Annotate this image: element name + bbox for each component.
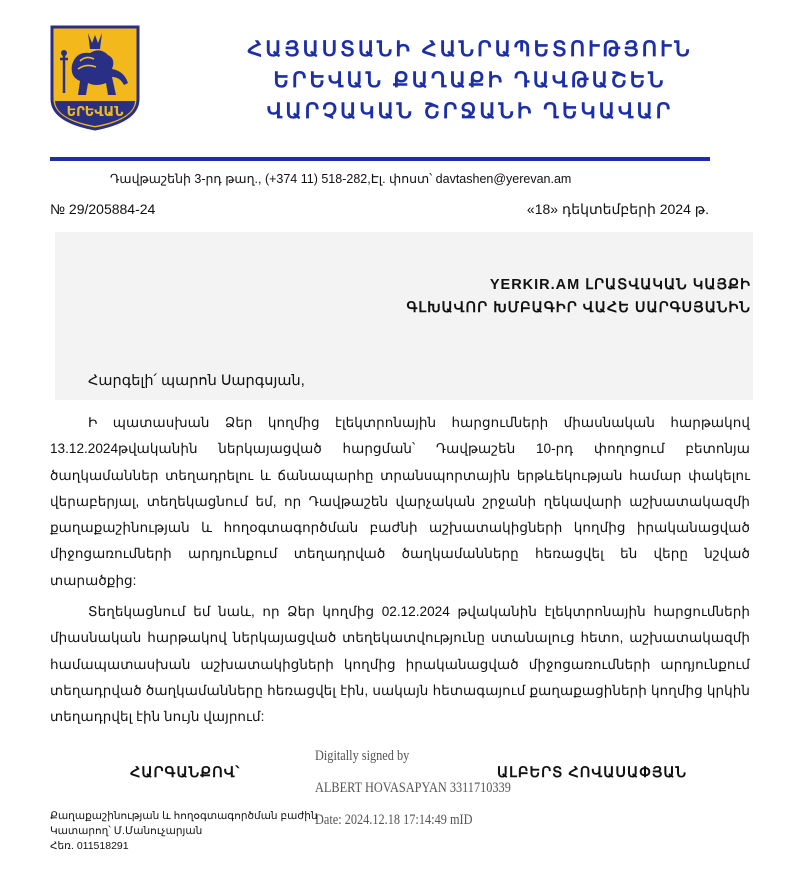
- title-line-2: ԵՐԵՎԱՆ ՔԱՂԱՔԻ ԴԱՎԹԱՇԵՆ: [273, 69, 667, 92]
- footer-line-3: Հեռ. 011518291: [50, 840, 129, 852]
- reference-number: № 29/205884-24: [50, 201, 156, 217]
- addressee-line-1: YERKIR.AM ԼՐԱՏՎԱԿԱՆ ԿԱՅՔԻ: [489, 277, 751, 293]
- title-line-1: ՀԱՅԱՍՏԱՆԻ ՀԱՆՐԱՊԵՏՈՒԹՅՈՒՆ: [247, 38, 693, 61]
- greeting: Հարգելի՛ պարոն Սարգսյան,: [88, 373, 305, 389]
- header-rule: [50, 157, 710, 161]
- reference-date: «18» դեկտեմբերի 2024 թ.: [526, 201, 709, 217]
- letterhead-title: [200, 34, 740, 127]
- footer-line-1: Քաղաքաշինության և հողօգտագործման բաժին: [50, 810, 318, 822]
- signature-name: ԱԼԲԵՐՏ ՀՈՎԱՍԱՓՅԱՆ: [497, 765, 688, 781]
- yerevan-emblem: [50, 25, 140, 131]
- digital-signature-line-3: Date: 2024.12.18 17:14:49 mID: [315, 812, 473, 828]
- footer-line-2: Կատարող՝ Մ.Մանուչարյան: [50, 825, 203, 837]
- digital-signature-line-1: Digitally signed by: [315, 748, 410, 764]
- executor-note: [50, 809, 318, 854]
- letter-body: [50, 410, 750, 736]
- title-line-3: ՎԱՐՉԱԿԱՆ ՇՐՋԱՆԻ ՂԵԿԱՎԱՐ: [266, 100, 674, 123]
- digital-signature: [315, 740, 511, 836]
- addressee-block: [406, 274, 751, 320]
- addressee-line-2: ԳԼԽԱՎՈՐ ԽՄԲԱԳԻՐ ՎԱՀԵ ՍԱՐԳՍՅԱՆԻՆ: [406, 300, 751, 316]
- contact-line: Դավթաշենի 3-րդ թաղ., (+374 11) 518-282,Էլ. փոստ՝ davtashen@yerevan.am: [110, 172, 572, 186]
- paragraph-1: Ի պատասխան Ձեր կողմից էլեկտրոնային հարցումների միասնական հարթակով 13.12.2024թվականին ներկայացված հարցման՝ Դավթաշեն 10-րդ փողոցում բետոնյա ծաղկամաններ տեղադրելու և ճանապարհը տրանսպորտային երթևեկության համար փակելու վերաբերյալ, տեղեկացնում եմ, որ Դավթաշեն վարչական շրջանի ղեկավարի աշխատակազմի քաղաքաշինության և հողօգտագործման բաժնի աշխատակիցների կողմից իրականացված միջոցառումների արդյունքում տեղադրված ծաղկամանները հեռացվել են վերը նշված տարածքից:: [50, 415, 750, 588]
- emblem-text: ԵՐԵՎԱՆ: [66, 105, 124, 120]
- signature-role: ՀԱՐԳԱՆՔՈՎ՝: [130, 765, 241, 781]
- digital-signature-line-2: ALBERT HOVASAPYAN 3311710339: [315, 780, 511, 796]
- paragraph-2: Տեղեկացնում եմ նաև, որ Ձեր կողմից 02.12.2024 թվականին էլեկտրոնային հարցումների միասնական հարթակով ներկայացված տեղեկատվությունը ստանալուց հետո, աշխատակազմի համապատասխան աշխատակիցների կողմից իրականացված միջոցառումների արդյունքում տեղադրված ծաղկամանները հեռացվել էին, սակայն հետագայում քաղաքացիների կողմից կրկին տեղադրվել էին նույն վայրում:: [50, 604, 750, 725]
